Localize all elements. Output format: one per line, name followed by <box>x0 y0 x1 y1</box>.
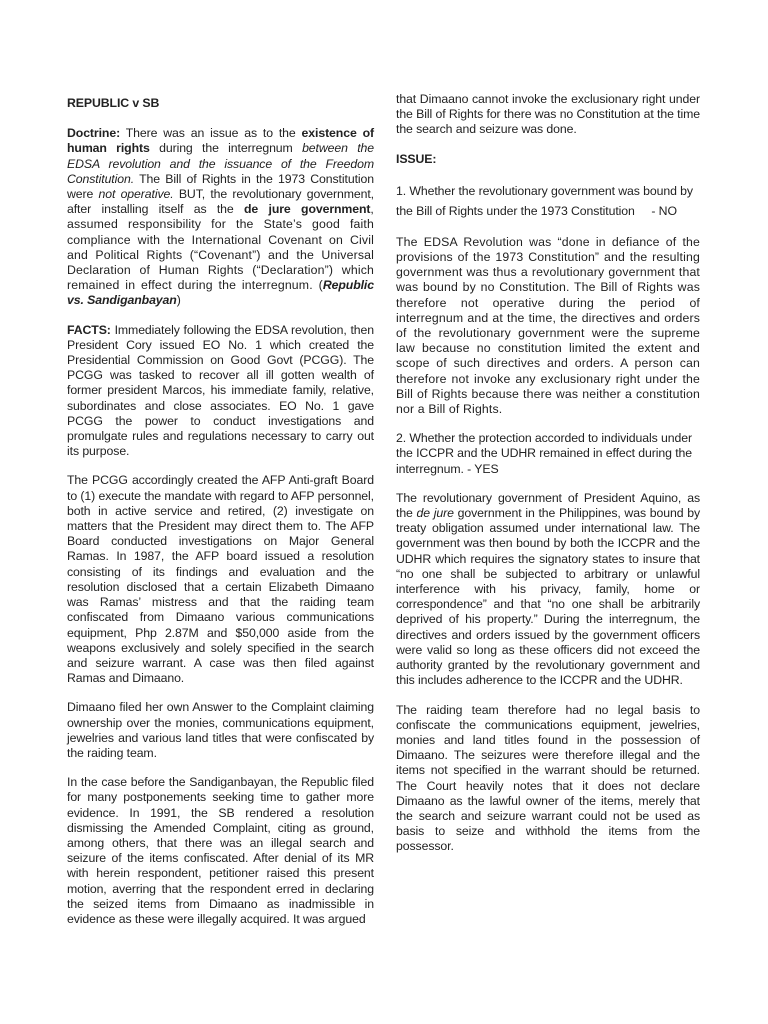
issue-2-answer: - YES <box>467 461 499 476</box>
doctrine-text: during the interregnum <box>149 141 303 156</box>
issue-2 <box>396 431 700 477</box>
issue-heading: ISSUE: <box>396 151 437 166</box>
case-title: REPUBLIC v SB <box>67 96 160 110</box>
doctrine-paragraph <box>67 126 374 308</box>
doctrine-italic: not operative. <box>98 187 174 202</box>
answer-paragraph: Dimaano filed her own Answer to the Complaint claiming ownership over the monies, communications equipment, jewelries and various land titles that were confiscated by the raiding team. <box>67 700 374 760</box>
rev-italic: de jure <box>416 506 454 521</box>
issue-2-question: 2. Whether the protection accorded to individuals under the ICCPR and the UDHR remained in effect during the interregnum. <box>396 431 693 476</box>
doctrine-emphasis: de jure government <box>244 202 371 217</box>
facts-paragraph <box>67 323 374 460</box>
raiding-team-paragraph: The raiding team therefore had no legal basis to confiscate the communications equipment, jewelries, monies and land titles found in the possession of Dimaano. The seizures were therefore illegal and the items not specified in the warrant should be returned. The Court heavily notes that it does not declare Dimaano as the lawful owner of the items, merely that the search and seizure warrant could not be used as basis to seize and withhold the items from the possessor. <box>396 702 700 854</box>
doctrine-text: , assumed responsibility for the State’s good faith compliance with the International Covenant on Civil and Political Rights (“Covenant”) and the Universal Declaration of Human Rights (“Declaration”) which remained in effect during the interregnum. ( <box>67 202 374 293</box>
doctrine-text: The Bill of Rights in the 1973 Constitution were <box>67 171 374 202</box>
doctrine-emphasis: existence of human rights <box>67 126 374 156</box>
afp-board-paragraph: The PCGG accordingly created the AFP Anti-graft Board to (1) execute the mandate with regard to AFP personnel, both in active service and retired, (2) investigate on matters that the President may direct them to. The AFP Board conducted investigations on Major General Ramas. In 1987, the AFP board issued a resolution consisting of its findings and evaluation and the resolution disclosed that a certain Elizabeth Dimaano was Ramas’ mistress and that the raiding team confiscated from Dimaano various communications equipment, Php 2.87M and $50,000 aside from the weapons exclusively and solely specified in the search and seizure warrant. A case was then filed against Ramas and Dimaano. <box>67 473 374 686</box>
case-citation: Republic vs. Sandiganbayan <box>67 278 374 308</box>
rev-text: government in the Philippines, was bound by treaty obligation assumed under international law. The government was then bound by both the ICCPR and the UDHR which requires the signatory states to insure that “no one shall be subjected to arbitrary or unlawful interference with his privacy, family, home or correspondence” and that “no one shall be arbitrarily deprived of his property.” During the interregnum, the directives and orders issued by the government officers were valid so long as these officers did not exceed the authority granted by the revolutionary government and this includes adherence to the ICCPR and the UDHR. <box>396 506 700 688</box>
doctrine-label: Doctrine: <box>67 126 121 141</box>
rev-text: The revolutionary government of President Aquino, as the <box>396 490 700 521</box>
sandiganbayan-paragraph: In the case before the Sandiganbayan, the Republic filed for many postponements seeking time to gather more evidence. In 1991, the SB rendered a resolution dismissing the Amended Complaint, citing as ground, among others, that there was an illegal search and seizure of the items confiscated. After denial of its MR with herein respondent, petitioner raised this present motion, averring that the respondent erred in declaring the seized items from Dimaano as inadmissible in evidence as these were illegally acquired. It was argued <box>67 775 374 926</box>
issue-1-answer: - NO <box>651 203 677 218</box>
doctrine-text: ) <box>176 293 181 308</box>
continuation-paragraph: that Dimaano cannot invoke the exclusionary right under the Bill of Rights for there was no Constitution at the time the search and seizure was done. <box>396 92 700 137</box>
doctrine-italic: between the EDSA revolution and the issuance of the Freedom Constitution. <box>67 141 375 186</box>
left-column <box>67 92 374 941</box>
issue-1 <box>396 181 700 221</box>
facts-text: Immediately following the EDSA revolution, then President Cory issued EO No. 1 which created the Presidential Commission on Good Govt (PCGG). The PCGG was tasked to recover all ill gotten wealth of former president Marcos, his immediate family, relative, subordinates and close associates. EO No. 1 gave PCGG the power to conduct investigations and promulgate rules and regulations necessary to carry out its purpose. <box>67 322 374 459</box>
revolutionary-govt-paragraph <box>396 491 700 689</box>
edsa-paragraph: The EDSA Revolution was “done in defiance of the provisions of the 1973 Constitution” and the resulting government was thus a revolutionary government that was bound by no Constitution. The Bill of Rights was therefore not operative during the period of interregnum and at the time, the directives and orders of the revolutionary government were the supreme law because no constitution limited the extent and scope of such directives and orders. A person can therefore not invoke any exclusionary right under the Bill of Rights because there was neither a constitution nor a Bill of Rights. <box>396 234 700 417</box>
doctrine-text: There was an issue as to the <box>120 126 302 141</box>
doctrine-text: BUT, the revolutionary government, after installing itself as the <box>67 187 374 217</box>
facts-label: FACTS: <box>67 322 111 337</box>
right-column <box>396 92 700 869</box>
issue-1-question: 1. Whether the revolutionary government was bound by the Bill of Rights under the 1973 Constitution <box>396 183 693 218</box>
